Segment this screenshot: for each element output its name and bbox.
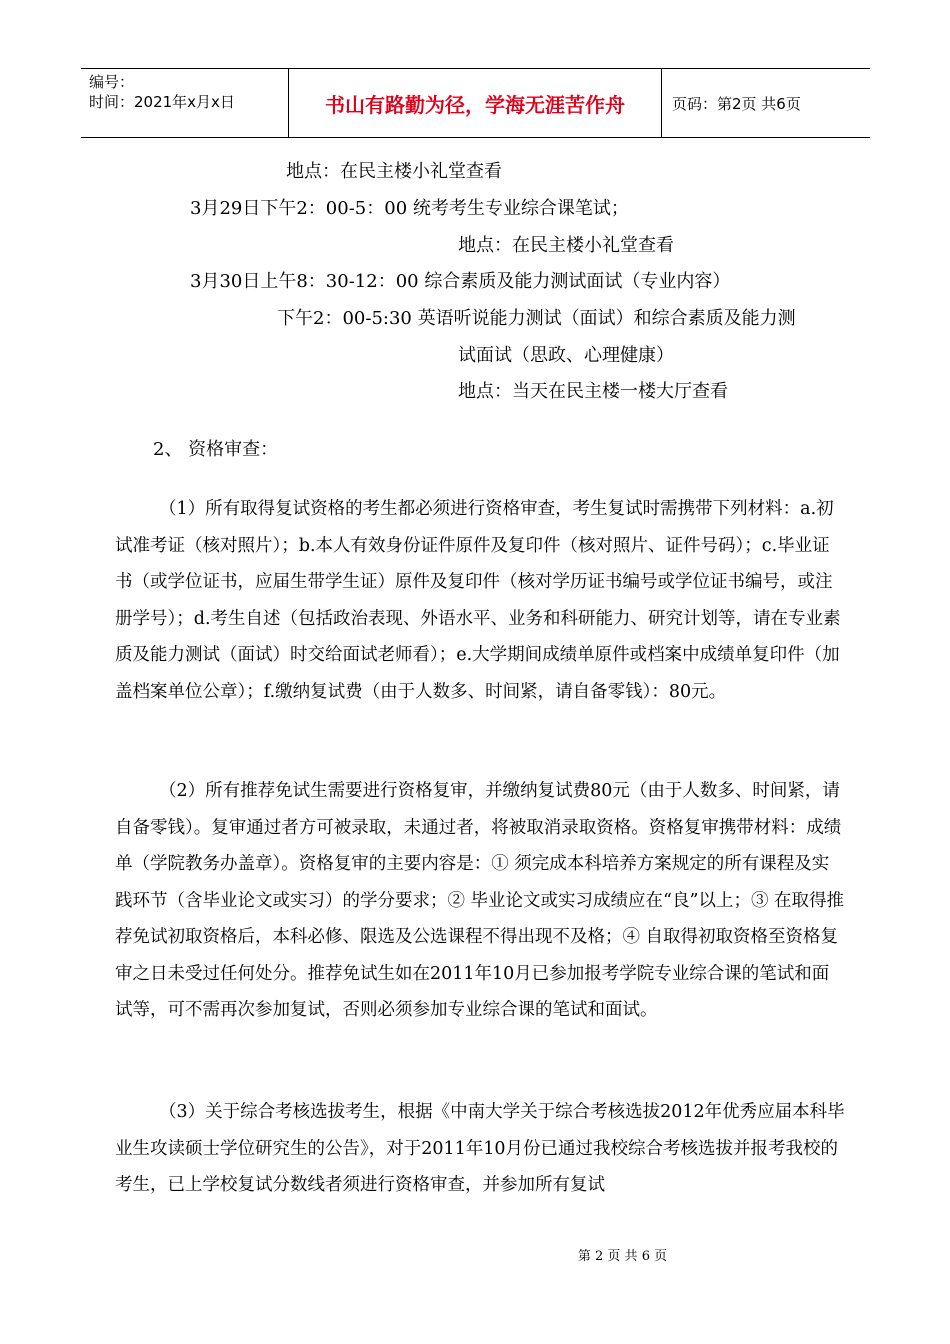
header-page-number: 页码：第2页 共6页 — [672, 94, 801, 113]
page-header — [81, 68, 870, 138]
schedule-item-mar30-pm-cont: 试面试（思政、心理健康） — [458, 345, 674, 366]
paragraph-2: （2）所有推荐免试生需要进行资格复审，并缴纳复试费80元（由于人数多、时间紧，请自备零钱）。复审通过者方可被录取，未通过者，将被取消录取资格。资格复审携带材料：成绩单（学院教务办盖章）。资格复审的主要内容是：① 须完成本科培养方案规定的所有课程及实践环节（含毕业论文或实习）的学分要求；② 毕业论文或实习成绩应在“良”以上；③ 在取得推荐免试初取资格后，本科必修、限选及公选课程不得出现不及格；④ 自取得初取资格至资格复审之日未受过任何处分。推荐免试生如在2011年10月已参加报考学院专业综合课的笔试和面试等，可不需再次参加复试，否则必须参加专业综合课的笔试和面试。 — [115, 781, 845, 1020]
schedule-location-3: 地点：当天在民主楼一楼大厅查看 — [458, 381, 728, 402]
header-motto: 书山有路勤为径，学海无涯苦作舟 — [289, 69, 662, 137]
paragraph-3: （3）关于综合考核选拔考生，根据《中南大学关于综合考核选拔2012年优秀应届本科毕业生攻读硕士学位研究生的公告》，对于2011年10月份已通过我校综合考核选拔并报考我校的考生，已上学校复试分数线者须进行资格审查，并参加所有复试 — [115, 1102, 845, 1195]
page-footer: 第 2 页 共 6 页 — [577, 1249, 668, 1264]
document-number: 编号： — [89, 73, 135, 91]
schedule-location-2: 地点：在民主楼小礼堂查看 — [458, 235, 674, 256]
document-date: 时间：2021年x月x日 — [89, 93, 235, 111]
section-heading: 2、 资格审查： — [153, 439, 279, 460]
schedule-item-mar30-am: 3月30日上午8：30-12：00 综合素质及能力测试面试（专业内容） — [190, 271, 731, 292]
header-meta — [81, 69, 289, 137]
schedule-item-mar29: 3月29日下午2：00-5：00 统考考生专业综合课笔试； — [190, 198, 629, 219]
schedule-item-mar30-pm: 下午2：00-5:30 英语听说能力测试（面试）和综合素质及能力测 — [277, 308, 796, 329]
schedule-location-1: 地点：在民主楼小礼堂查看 — [286, 161, 502, 182]
paragraph-1: （1）所有取得复试资格的考生都必须进行资格审查，考生复试时需携带下列材料：a.初试准考证（核对照片）；b.本人有效身份证件原件及复印件（核对照片、证件号码）；c.毕业证书（或学位证书，应届生带学生证）原件及复印件（核对学历证书编号或学位证书编号，或注册学号）；d.考生自述（包括政治表现、外语水平、业务和科研能力、研究计划等，请在专业素质及能力测试（面试）时交给面试老师看）；e.大学期间成绩单原件或档案中成绩单复印件（加盖档案单位公章）；f.缴纳复试费（由于人数多、时间紧，请自备零钱）：80元。 — [115, 499, 841, 702]
